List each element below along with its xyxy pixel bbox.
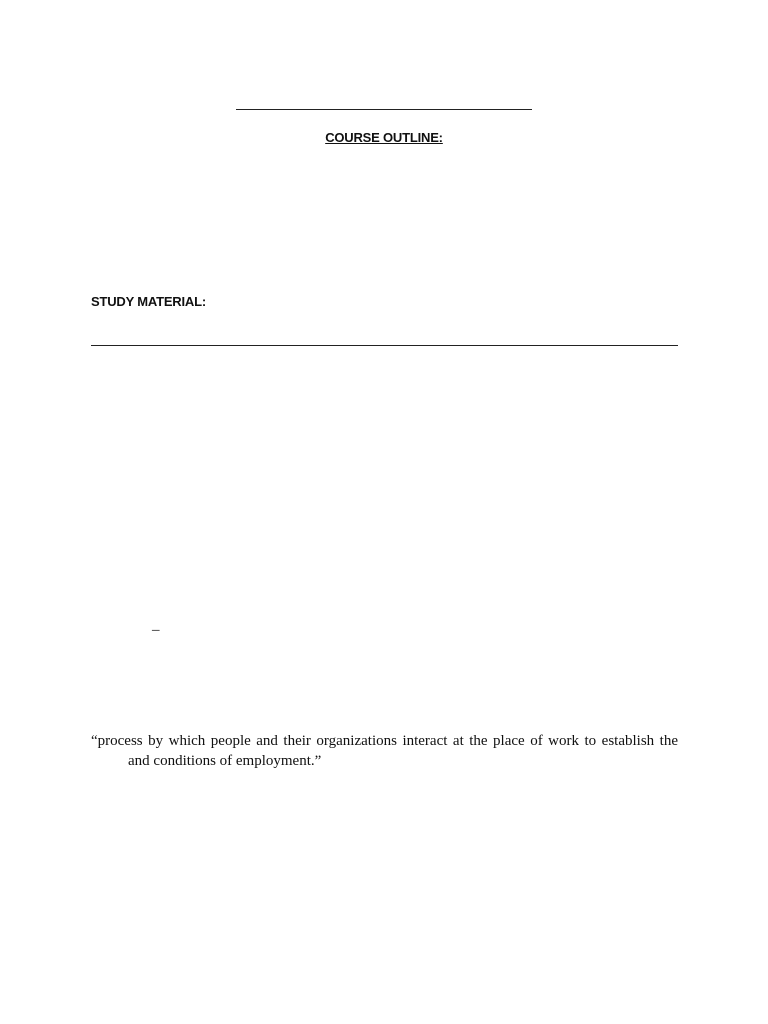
dash-mark: – (152, 622, 160, 638)
definition-quote (91, 731, 678, 771)
study-material-heading: STUDY MATERIAL: (91, 294, 206, 309)
quote-line-1: “process by which people and their organizations interact at the place of work to establish the (91, 733, 678, 749)
study-material-rule (91, 345, 678, 346)
quote-line-2: and conditions of employment.” (128, 753, 322, 769)
course-outline-heading: COURSE OUTLINE: (325, 130, 443, 145)
top-horizontal-rule (236, 109, 532, 110)
